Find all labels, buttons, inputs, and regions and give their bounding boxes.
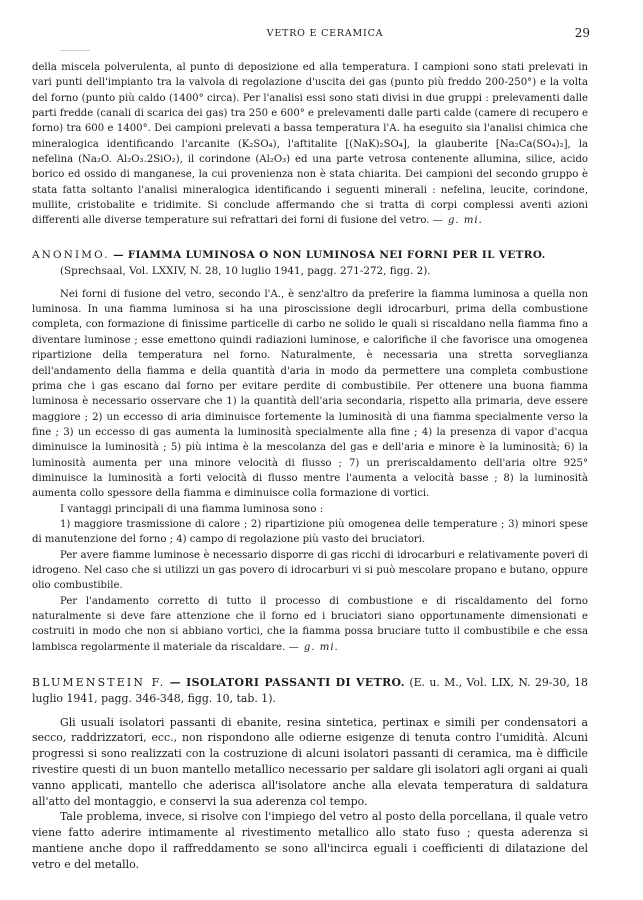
abstract-paragraph xyxy=(32,60,588,229)
journal-section-title: VETRO E CERAMICA xyxy=(266,28,384,39)
abstract-paragraph xyxy=(32,594,588,655)
abstract-signature: — g. mi. xyxy=(432,215,483,227)
abstract-paragraph: Gli usuali isolatori passanti di ebanite, resina sintetica, pertinax e simili per condensatori a secco, raddrizzatori, ecc., non rispondono alle odierne esigenze di tenuta contro l'umidità. Alcuni progressi si sono realizzati con la costruzione di alcuni isolatori passanti di ceramica, ma è difficile rivestire questi di un buon mantello metallico necessario per saldare gli isolatori agli organi ai quali vanno applicati, mantello che aderisca all'isolatore anche alla elevata temperatura di saldatura all'atto del montaggio, e conservi la sua aderenza col tempo. xyxy=(32,715,588,808)
abstract-paragraph: Tale problema, invece, si risolve con l'impiego del vetro al posto della porcellana, il quale vetro viene fatto aderire intimamente al rivestimento metallico allo stato fuso ; questa aderenza si mantiene anche dopo il raffreddamento se sono all'incirca eguali i coefficienti di dilatazione del vetro e del metallo. xyxy=(32,810,588,871)
abstract-title: — FIAMMA LUMINOSA O NON LUMINOSA NEI FORNI PER IL VETRO. xyxy=(113,248,546,261)
abstract-title: — ISOLATORI PASSANTI DI VETRO. xyxy=(169,676,405,690)
abstract-author: ANONIMO. xyxy=(32,248,110,261)
page-body xyxy=(32,60,588,873)
header-rule xyxy=(60,50,90,51)
abstract-signature: — g. mi. xyxy=(288,641,339,653)
spacer xyxy=(32,279,588,287)
abstract-heading xyxy=(32,675,588,707)
abstract-reference: (Sprechsaal, Vol. LXXIV, N. 28, 10 luglio 1941, pagg. 271-272, figg. 2). xyxy=(60,264,431,277)
paragraph-text: della miscela polverulenta, al punto di deposizione ed alla temperatura. I campioni sono stati prelevati in vari punti dell'impianto tra la valvola di regolazione d'uscita dei gas (punto più freddo 200-250°) e la volta del forno (punto più caldo (1400° circa). Per l'analisi essi sono stati divisi in due gruppi : prelevamenti dalle parti fredde (canali di scarica dei gas) tra 250 e 600° e prelevamenti dalle parti calde (camere di recupero e forno) tra 600 e 1400°. Dei campioni prelevati a bassa temperatura l'A. ha eseguito sia l'analisi chimica che mineralogica identificando l'arcanite (K₂SO₄), l'aftitalite [(NaK)₂SO₄], la glauberite [Na₂Ca(SO₄)₂], la nefelina (Na₂O. Al₂O₃.2SiO₂), il corindone (Al₂O₃) ed una parte vetrosa contenente allumina, silice, acido borico ed ossido di manganese, la cui provenienza non è stata chiarita. Dei campioni del secondo gruppo è stata fatta soltanto l'analisi mineralogica identificando i seguenti minerali : nefelina, leucite, corindone, mullite, cristobalite e tridimite. Si conclude affermando che si tratta di corpi complessi aventi azioni differenti alle diverse temperature sui refrattari dei forni di fusione del vetro. xyxy=(32,62,588,227)
paragraph-text: Per l'andamento corretto di tutto il processo di combustione e di riscaldamento del forno naturalmente si deve fare attenzione che il forno ed i bruciatori siano opportunamente dimensionati e costruiti in modo che non si abbiano vortici, che la fiamma possa bruciare tutto il combustibile e che essa lambisca regolarmente il materiale da riscaldare. xyxy=(32,595,588,653)
abstract-fiamma-luminosa xyxy=(32,247,588,655)
abstract-paragraph: I vantaggi principali di una fiamma luminosa sono : xyxy=(60,503,324,515)
continued-abstract xyxy=(32,60,588,229)
page-number: 29 xyxy=(574,26,590,40)
abstract-paragraph: Per avere fiamme luminose è necessario disporre di gas ricchi di idrocarburi e relativamente poveri di idrogeno. Nel caso che si utilizzi un gas povero di idrocarburi vi si può mescolare propano e butano, oppure olio combustibile. xyxy=(32,549,588,592)
abstract-paragraph: Nei forni di fusione del vetro, secondo l'A., è senz'altro da preferire la fiamma luminosa a quella non luminosa. In una fiamma luminosa si ha una piroscissione degli idrocarburi, prima della combustione completa, con formazione di finissime particelle di carbo ne solido le quali si riscaldano nella fiamma fino a diventare luminose ; esse emettono quindi radiazioni luminose, e calorifiche il che favorisce una omogenea ripartizione della temperatura nel forno. Naturalmente, è necessaria una stretta sorveglianza dell'andamento della fiamma e della quantità d'aria in modo da permettere una completa combustione prima che i gas escano dal forno per evitare perdite di combustibile. Per ottenere una buona fiamma luminosa è necessario osservare che 1) la quantità dell'aria secondaria, rispetto alla primaria, deve essere maggiore ; 2) un eccesso di aria diminuisce fortemente la luminosità di una fiamma specialmente verso la fine ; 3) un eccesso di gas aumenta la luminosità specialmente alla fine ; 4) la presenza di vapor d'acqua diminuisce la luminosità ; 5) più intima è la mescolanza del gas e dell'aria e minore è la luminosità; 6) la luminosità aumenta per una minore velocità di flusso ; 7) un preriscaldamento dell'aria oltre 925° diminuisce la luminosità a forti velocità di flusso mentre l'aumenta a velocità basse ; 8) la luminosità aumenta collo spessore della fiamma e diminuisce colla formazione di vortici. xyxy=(32,288,588,500)
running-header xyxy=(60,28,590,44)
abstract-heading xyxy=(32,247,588,279)
abstract-paragraph: 1) maggiore trasmissione di calore ; 2) ripartizione più omogenea delle temperature ; 3) minori spese di manutenzione del forno ; 4) campo di regolazione più vasto dei bruciatori. xyxy=(32,518,588,546)
abstract-reference: (E. u. M., Vol. LIX, N. 29-30, 18 luglio 1941, pagg. 346-348, figg. 10, tab. 1). xyxy=(32,676,588,705)
spacer xyxy=(32,707,588,715)
abstract-author: BLUMENSTEIN F. xyxy=(32,676,166,690)
abstract-isolatori-passanti xyxy=(32,675,588,873)
